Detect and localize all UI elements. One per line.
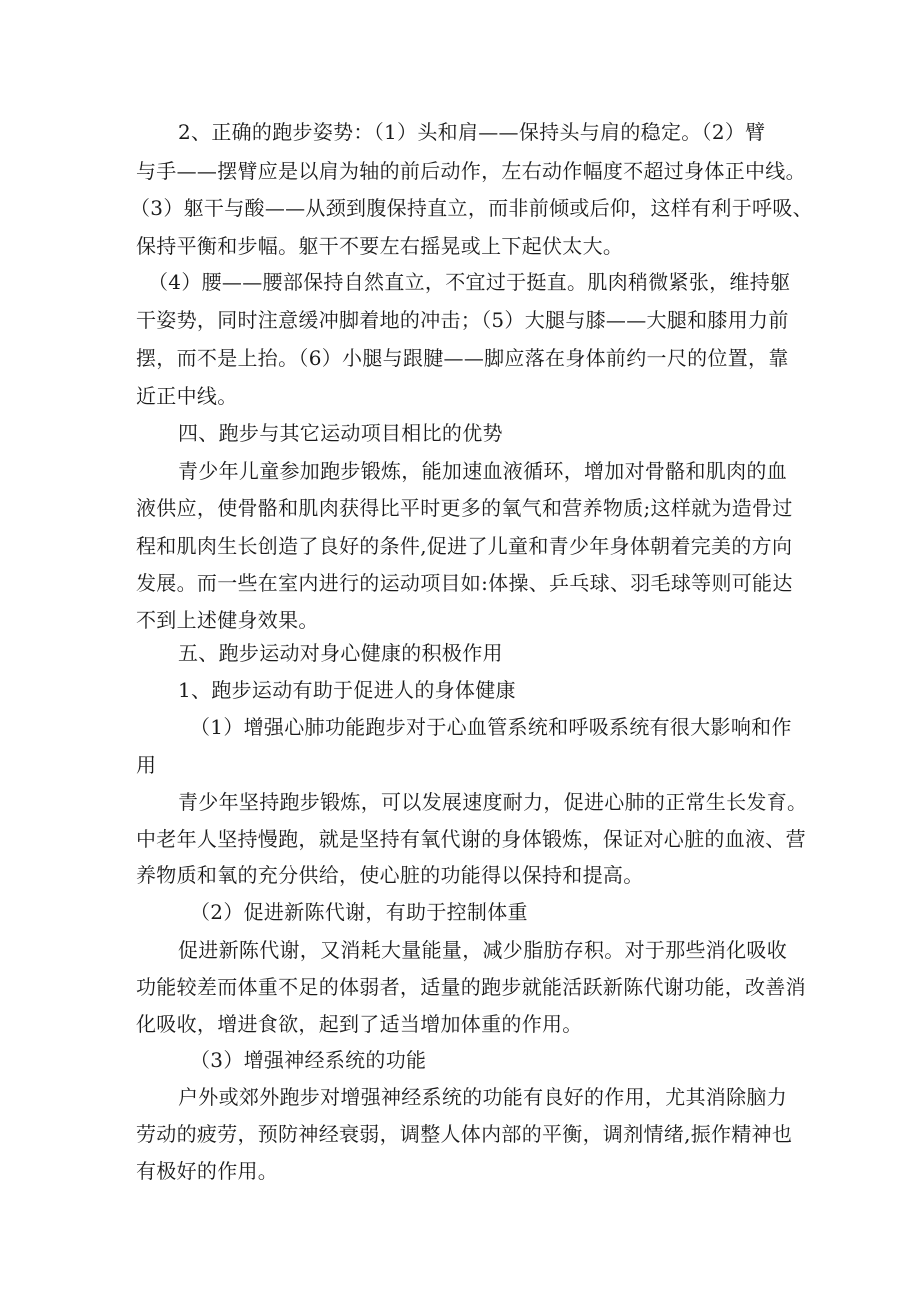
text-line: 户外或郊外跑步对增强神经系统的功能有良好的作用，尤其消除脑力 [178,1085,787,1109]
text-line: 促进新陈代谢，又消耗大量能量，减少脂肪存积。对于那些消化吸收 [178,938,787,962]
text-line: 近正中线。 [136,384,238,408]
text-line: 摆，而不是上抬。（6）小腿与跟腱——脚应落在身体前约一尺的位置，靠 [136,346,789,370]
text-line: 用 [136,753,157,777]
subsection-heading: 1、跑步运动有助于促进人的身体健康 [178,678,516,702]
text-line: 劳动的疲劳，预防神经衰弱，调整人体内部的平衡，调剂情绪,振作精神也 [136,1122,793,1146]
text-line: 化吸收，增进食欲，起到了适当增加体重的作用。 [136,1012,583,1036]
text-line: （3）躯干与酸——从颈到腹保持直立，而非前倾或后仰，这样有利于呼吸、 [130,196,813,220]
subsection-heading: （3）增强神经系统的功能 [190,1048,427,1072]
text-line: 青少年儿童参加跑步锻炼，能加速血液循环，增加对骨骼和肌肉的血 [178,459,787,483]
subsection-heading: （1）增强心肺功能跑步对于心血管系统和呼吸系统有很大影响和作 [190,715,792,739]
text-line: （4）腰——腰部保持自然直立，不宜过于挺直。肌肉稍微紧张，维持躯 [148,270,791,294]
text-line: 青少年坚持跑步锻炼，可以发展速度耐力，促进心肺的正常生长发育。 [178,790,808,814]
text-line: 中老年人坚持慢跑，就是坚持有氧代谢的身体锻炼，保证对心脏的血液、营 [136,827,806,851]
text-line: 养物质和氧的充分供给，使心脏的功能得以保持和提高。 [136,863,644,887]
text-line: 保持平衡和步幅。躯干不要左右摇晃或上下起伏太大。 [136,234,624,258]
text-line: 2、正确的跑步姿势：（1）头和肩——保持头与肩的稳定。（2）臂 [178,120,766,144]
subsection-heading: （2）促进新陈代谢，有助于控制体重 [190,900,528,924]
text-line: 与手——摆臂应是以肩为轴的前后动作，左右动作幅度不超过身体正中线。 [136,159,806,183]
section-heading: 五、跑步运动对身心健康的积极作用 [178,641,503,665]
text-line: 功能较差而体重不足的体弱者，适量的跑步就能活跃新陈代谢功能，改善消 [136,975,806,999]
text-line: 液供应，使骨骼和肌肉获得比平时更多的氧气和营养物质;这样就为造骨过 [136,496,793,520]
text-line: 干姿势，同时注意缓冲脚着地的冲击；（5）大腿与膝——大腿和膝用力前 [136,308,789,332]
text-line: 发展。而一些在室内进行的运动项目如:体操、乒乓球、羽毛球等则可能达 [136,571,793,595]
section-heading: 四、跑步与其它运动项目相比的优势 [178,421,503,445]
text-line: 不到上述健身效果。 [136,608,319,632]
text-line: 程和肌肉生长创造了良好的条件,促进了儿童和青少年身体朝着完美的方向 [136,534,793,558]
text-line: 有极好的作用。 [136,1159,279,1183]
